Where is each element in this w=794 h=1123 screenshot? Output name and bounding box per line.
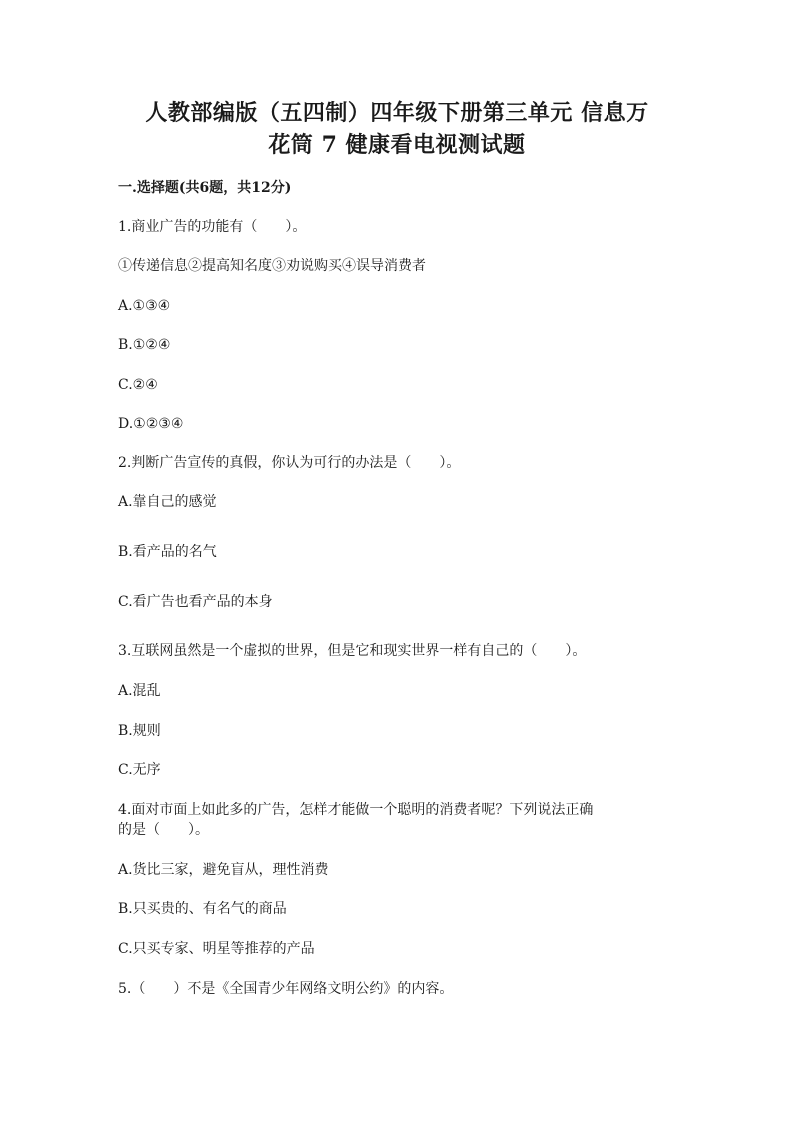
question-1-option-a: A.①③④: [118, 298, 171, 314]
question-2-option-b: B.看产品的名气: [118, 544, 217, 560]
question-4-stem-line-1: 4.面对市面上如此多的广告，怎样才能做一个聪明的消费者呢？下列说法正确: [118, 802, 594, 818]
question-2-option-a: A.靠自己的感觉: [118, 494, 217, 510]
question-2-stem: 2.判断广告宣传的真假，你认为可行的办法是（ ）。: [118, 455, 461, 471]
question-3-stem: 3.互联网虽然是一个虚拟的世界，但是它和现实世界一样有自己的（ ）。: [118, 643, 587, 659]
question-4-stem-line-2: 的是（ ）。: [118, 822, 209, 838]
question-1-option-d: D.①②③④: [118, 416, 184, 432]
question-4-option-c: C.只买专家、明星等推荐的产品: [118, 941, 315, 957]
question-3-option-c: C.无序: [118, 762, 161, 778]
question-5-stem: 5.（ ）不是《全国青少年网络文明公约》的内容。: [118, 981, 454, 997]
section-heading: 一.选择题(共6题，共12分): [118, 180, 292, 196]
question-4-option-b: B.只买贵的、有名气的商品: [118, 901, 287, 917]
document-title-line-1: 人教部编版（五四制）四年级下册第三单元 信息万: [145, 100, 649, 126]
question-3-option-a: A.混乱: [118, 683, 161, 699]
question-4-option-a: A.货比三家，避免盲从，理性消费: [118, 862, 329, 878]
question-1-note: ①传递信息②提高知名度③劝说购买④误导消费者: [118, 258, 426, 274]
question-1-stem: 1.商业广告的功能有（ ）。: [118, 219, 307, 235]
question-1-option-b: B.①②④: [118, 337, 171, 353]
question-1-option-c: C.②④: [118, 377, 158, 393]
question-2-option-c: C.看广告也看产品的本身: [118, 594, 273, 610]
question-3-option-b: B.规则: [118, 723, 161, 739]
document-title-line-2: 花筒 7 健康看电视测试题: [268, 132, 526, 158]
